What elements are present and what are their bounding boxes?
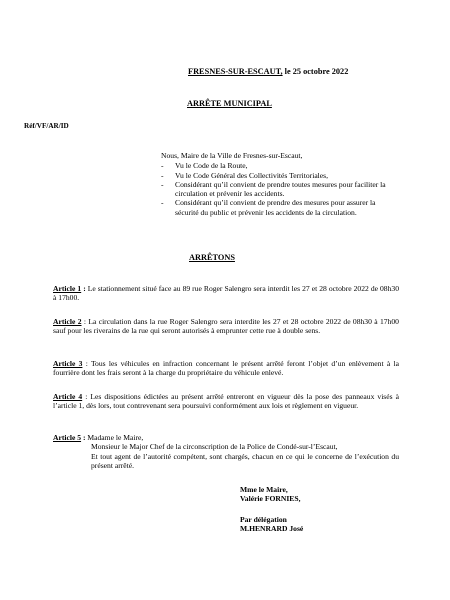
article-text: Madame le Maire, — [87, 433, 144, 442]
article-5-lines — [91, 442, 399, 470]
arretons-heading: ARRÊTONS — [189, 253, 235, 262]
article-text: La circulation dans la rue Roger Salengro sera interdite les 27 et 28 octobre 2022 de 08h30 à 17h00 sauf pour les riverains de la rue qui seront autorisés à emprunter cette rue à double sens. — [53, 317, 399, 336]
article-text: Le stationnement situé face au 89 rue Roger Salengro sera interdit les 27 et 28 octobre 2022 de 08h30 à 17h00. — [53, 284, 399, 303]
intro-item: - Vu le Code Général des Collectivités Territoriales, — [161, 170, 329, 180]
signature-mayor — [240, 485, 300, 504]
reference: Réf/VF/AR/ID — [24, 122, 69, 130]
article-4: Article 4 : Les dispositions édictées au présent arrêté entreront en vigueur dès la pose des panneaux visés à l’article 1, dès lors, tout contrevenant sera poursuivi conformément aux lois et règlement en vigueur. — [53, 392, 399, 411]
delegate-name: M.HENRARD José — [240, 524, 304, 534]
intro-nous: Nous, Maire de la Ville de Fresnes-sur-Escaut, — [161, 151, 303, 160]
article-text: Les dispositions édictées au présent arrêté entreront en vigueur dès la pose des panneaux visés à l’article 1, dès lors, tout contrevenant sera poursuivi conformément aux lois et règlement en vigueur. — [53, 392, 399, 411]
signature-delegate — [240, 515, 303, 534]
article-5: Article 5 : Madame le Maire, Monsieur le Major Chef de la circonscription de la Police de Condé-sur-l’Escaut, Et tout agent de l’autorité compétent, sont chargés, chacun en ce qui le concerne de l’exécution du présent arrêté. — [53, 433, 399, 470]
delegation-label: Par délégation — [240, 515, 287, 524]
signature-title: Mme le Maire, — [240, 485, 288, 494]
article-2: Article 2 : La circulation dans la rue Roger Salengro sera interdite les 27 et 28 octobre 2022 de 08h30 à 17h00 sauf pour les riverains de la rue qui seront autorisés à emprunter cette rue à double sens. — [53, 317, 399, 336]
article-text: Tous les véhicules en infraction concernant le présent arrêté feront l’objet d’un enlèvement à la fourrière dont les frais seront à la charge du propriétaire du véhicule enlevé. — [53, 359, 399, 378]
article-1: Article 1 : Le stationnement situé face au 89 rue Roger Salengro sera interdit les 27 et 28 octobre 2022 de 08h30 à 17h00. — [53, 284, 399, 303]
header-place: FRESNES-SUR-ESCAUT, — [188, 67, 283, 76]
article-3: Article 3 : Tous les véhicules en infraction concernant le présent arrêté feront l’objet d’un enlèvement à la fourrière dont les frais seront à la charge du propriétaire du véhicule enlevé. — [53, 359, 399, 378]
article-label: Article 4 — [53, 392, 83, 401]
document-title: ARRÊTE MUNICIPAL — [187, 99, 272, 108]
document-header — [188, 67, 348, 77]
article-label: Article 1 — [53, 284, 82, 293]
intro-item: - Vu le Code de la Route, — [161, 161, 248, 171]
article-line: Et tout agent de l’autorité compétent, sont chargés, chacun en ce qui le concerne de l’exécution du présent arrêté. — [91, 451, 399, 470]
intro-list — [161, 161, 393, 217]
article-label: Article 5 — [53, 433, 82, 442]
article-label: Article 3 — [53, 359, 83, 368]
intro-item: - Considérant qu’il convient de prendre toutes mesures pour faciliter la circulation et prévenir les accidents. — [161, 179, 386, 198]
header-date: le 25 octobre 2022 — [282, 67, 349, 76]
signature-name: Valérie FORNIES, — [240, 494, 301, 504]
article-label: Article 2 — [53, 317, 82, 326]
intro-block — [161, 151, 393, 217]
intro-item: - Considérant qu’il convient de prendre des mesures pour assurer la sécurité du public et prévenir les accidents de la circulation. — [161, 198, 376, 217]
article-line: Monsieur le Major Chef de la circonscription de la Police de Condé-sur-l’Escaut, — [91, 442, 338, 452]
